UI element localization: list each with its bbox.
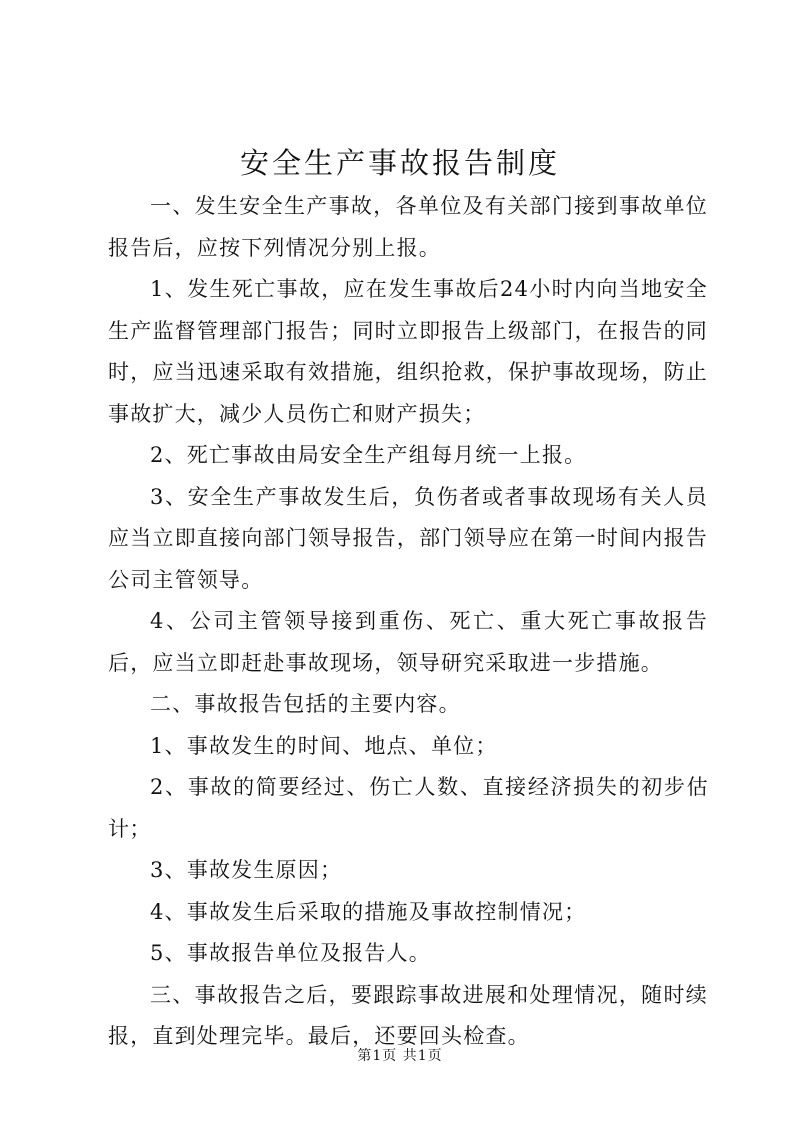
paragraph-item-2-1: 1、事故发生的时间、地点、单位； xyxy=(150,733,498,758)
paragraph-item-2-3: 3、事故发生原因； xyxy=(150,858,343,882)
paragraph-section-2: 二、事故报告包括的主要内容。 xyxy=(150,692,461,716)
paragraph-section-3: 三、事故报告之后，要跟踪事故进展和处理情况，随时续报，直到处理完毕。最后，还要回头检查。 xyxy=(108,982,708,1048)
paragraph-item-1-1: 1、发生死亡事故，应在发生事故后24小时内向当地安全生产监督管理部门报告；同时立即报告上级部门，在报告的同时，应当迅速采取有效措施，组织抢救，保护事故现场，防止事故扩大，减少人员伤亡和财产损失； xyxy=(108,277,708,426)
page-number: 第1页 共1页 xyxy=(357,1048,443,1064)
paragraph-item-1-2: 2、死亡事故由局安全生产组每月统一上报。 xyxy=(150,443,587,467)
paragraph-item-2-5: 5、事故报告单位及报告人。 xyxy=(150,941,431,965)
paragraph-item-2-2: 2、事故的简要经过、伤亡人数、直接经济损失的初步估计； xyxy=(108,775,708,841)
paragraph-item-1-4: 4、公司主管领导接到重伤、死亡、重大死亡事故报告后，应当立即赶赴事故现场，领导研究采取进一步措施。 xyxy=(108,609,708,675)
paragraph-item-2-4: 4、事故发生后采取的措施及事故控制情况； xyxy=(150,899,587,924)
document-title: 安全生产事故报告制度 xyxy=(239,146,560,180)
paragraph-item-1-3: 3、安全生产事故发生后，负伤者或者事故现场有关人员应当立即直接向部门领导报告，部门领导应在第一时间内报告公司主管领导。 xyxy=(108,484,708,592)
paragraph-section-1: 一、发生安全生产事故，各单位及有关部门接到事故单位报告后，应按下列情况分别上报。 xyxy=(108,194,708,260)
document-body xyxy=(108,186,708,1058)
